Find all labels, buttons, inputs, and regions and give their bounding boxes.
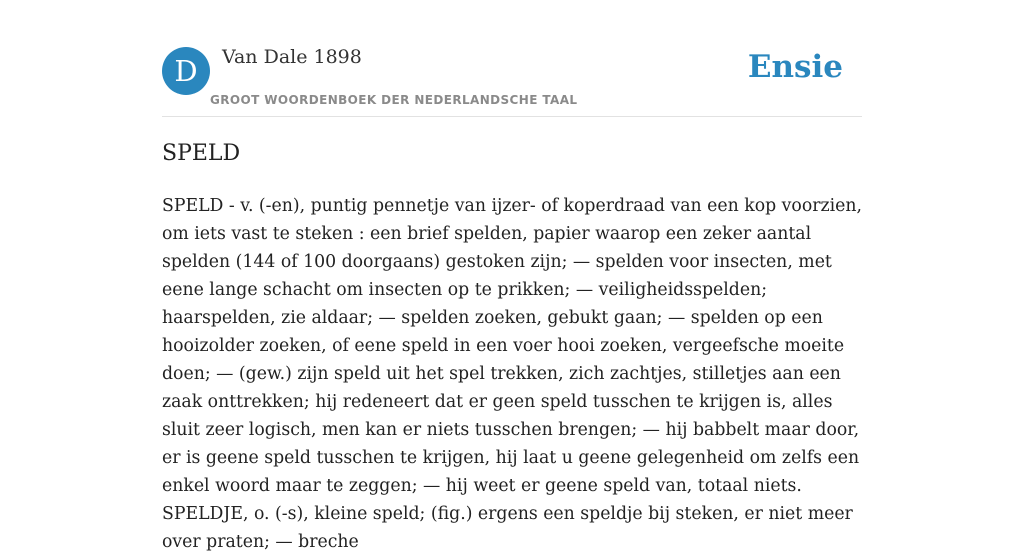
header xyxy=(162,0,862,117)
brand-logo[interactable]: Ensie xyxy=(747,49,843,85)
source-subtitle: GROOT WOORDENBOEK DER NEDERLANDSCHE TAAL xyxy=(210,93,578,107)
entry-title: SPELD xyxy=(162,141,241,166)
avatar: D xyxy=(162,47,210,95)
entry-definition: SPELD - v. (-en), puntig pennetje van ijzer- of koperdraad van een kop voorzien, om iets vast te steken : een brief spelden, papier waarop een zeker aantal spelden (144 of 100 doorgaans) gestoken zijn; — spelden voor insecten, met eene lange schacht om insecten op te prikken; — veiligheidsspelden; haarspelden, zie aldaar; — spelden zoeken, gebukt gaan; — spelden op een hooizolder zoeken, of eene speld in een voer hooi zoeken, vergeefsche moeite doen; — (gew.) zijn speld uit het spel trekken, zich zachtjes, stilletjes aan een zaak onttrekken; hij redeneert dat er geen speld tusschen te krijgen is, alles sluit zeer logisch, men kan er niets tusschen brengen; — hij babbelt maar door, er is geene speld tusschen te krijgen, hij laat u geene gelegenheid om zelfs een enkel woord maar te zeggen; — hij weet er geene speld van, totaal niets. SPELDJE, o. (-s), kleine speld; (fig.) ergens een speldje bij steken, er niet meer over praten; — breche xyxy=(162,196,862,552)
source-title[interactable]: Van Dale 1898 xyxy=(222,46,362,68)
